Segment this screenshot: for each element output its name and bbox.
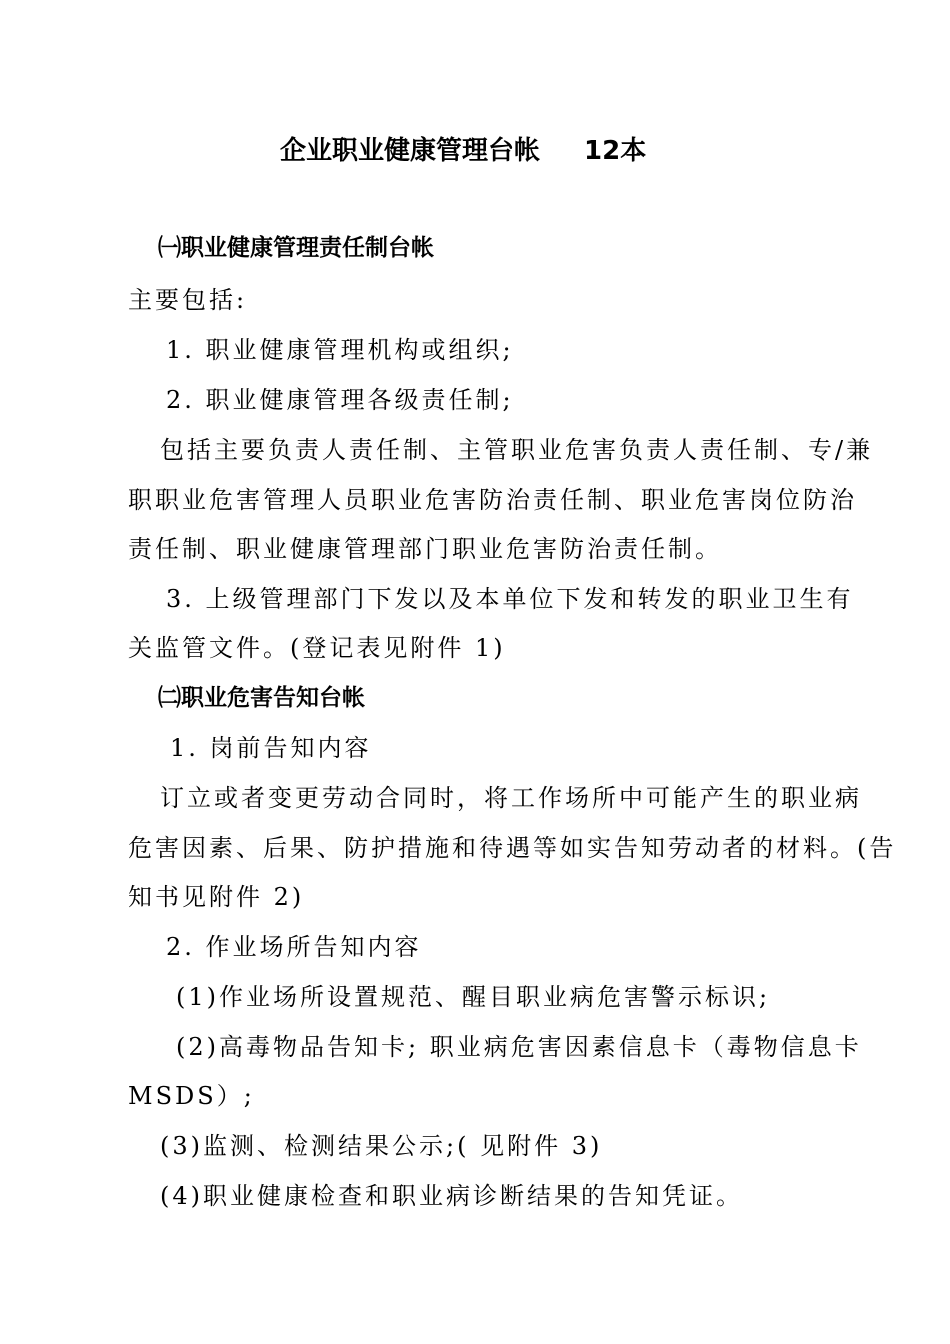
- section-2-heading: ㈡职业危害告知台帐: [158, 685, 365, 711]
- section-1-paragraph-line: 包括主要负责人责任制、主管职业危害负责人责任制、专/兼: [160, 436, 874, 464]
- section-1-item-3-continued: 关监管文件。(登记表见附件 1): [128, 634, 506, 662]
- title-text: 企业职业健康管理台帐: [280, 136, 541, 166]
- section-1-paragraph-line: 责任制、职业健康管理部门职业危害防治责任制。: [128, 535, 722, 563]
- section-2-item-2: 2. 作业场所告知内容: [166, 933, 422, 961]
- section-2-subitem-2: (2)高毒物品告知卡; 职业病危害因素信息卡（毒物信息卡: [176, 1033, 862, 1061]
- section-2-paragraph-line: 知书见附件 2): [128, 883, 305, 911]
- section-2-subitem-2-continued: MSDS）;: [128, 1082, 255, 1110]
- section-2-paragraph-line: 危害因素、后果、防护措施和待遇等如实告知劳动者的材料。(告: [128, 834, 897, 862]
- section-1-item-1: 1. 职业健康管理机构或组织;: [166, 336, 514, 364]
- section-1-intro: 主要包括:: [128, 286, 248, 314]
- document-title: [280, 134, 646, 168]
- section-2-subitem-3: (3)监测、检测结果公示;( 见附件 3): [160, 1132, 603, 1160]
- title-count: 12本: [584, 136, 647, 166]
- section-1-heading: ㈠职业健康管理责任制台帐: [158, 235, 434, 261]
- section-1-item-3: 3. 上级管理部门下发以及本单位下发和转发的职业卫生有: [166, 585, 854, 613]
- section-2-item-1: 1. 岗前告知内容: [170, 734, 372, 762]
- section-2-subitem-4: (4)职业健康检查和职业病诊断结果的告知凭证。: [160, 1182, 743, 1210]
- section-1-item-2: 2. 职业健康管理各级责任制;: [166, 386, 514, 414]
- section-1-paragraph-line: 职职业危害管理人员职业危害防治责任制、职业危害岗位防治: [128, 486, 857, 514]
- section-2-paragraph-line: 订立或者变更劳动合同时，将工作场所中可能产生的职业病: [160, 784, 862, 812]
- section-2-subitem-1: (1)作业场所设置规范、醒目职业病危害警示标识;: [176, 983, 771, 1011]
